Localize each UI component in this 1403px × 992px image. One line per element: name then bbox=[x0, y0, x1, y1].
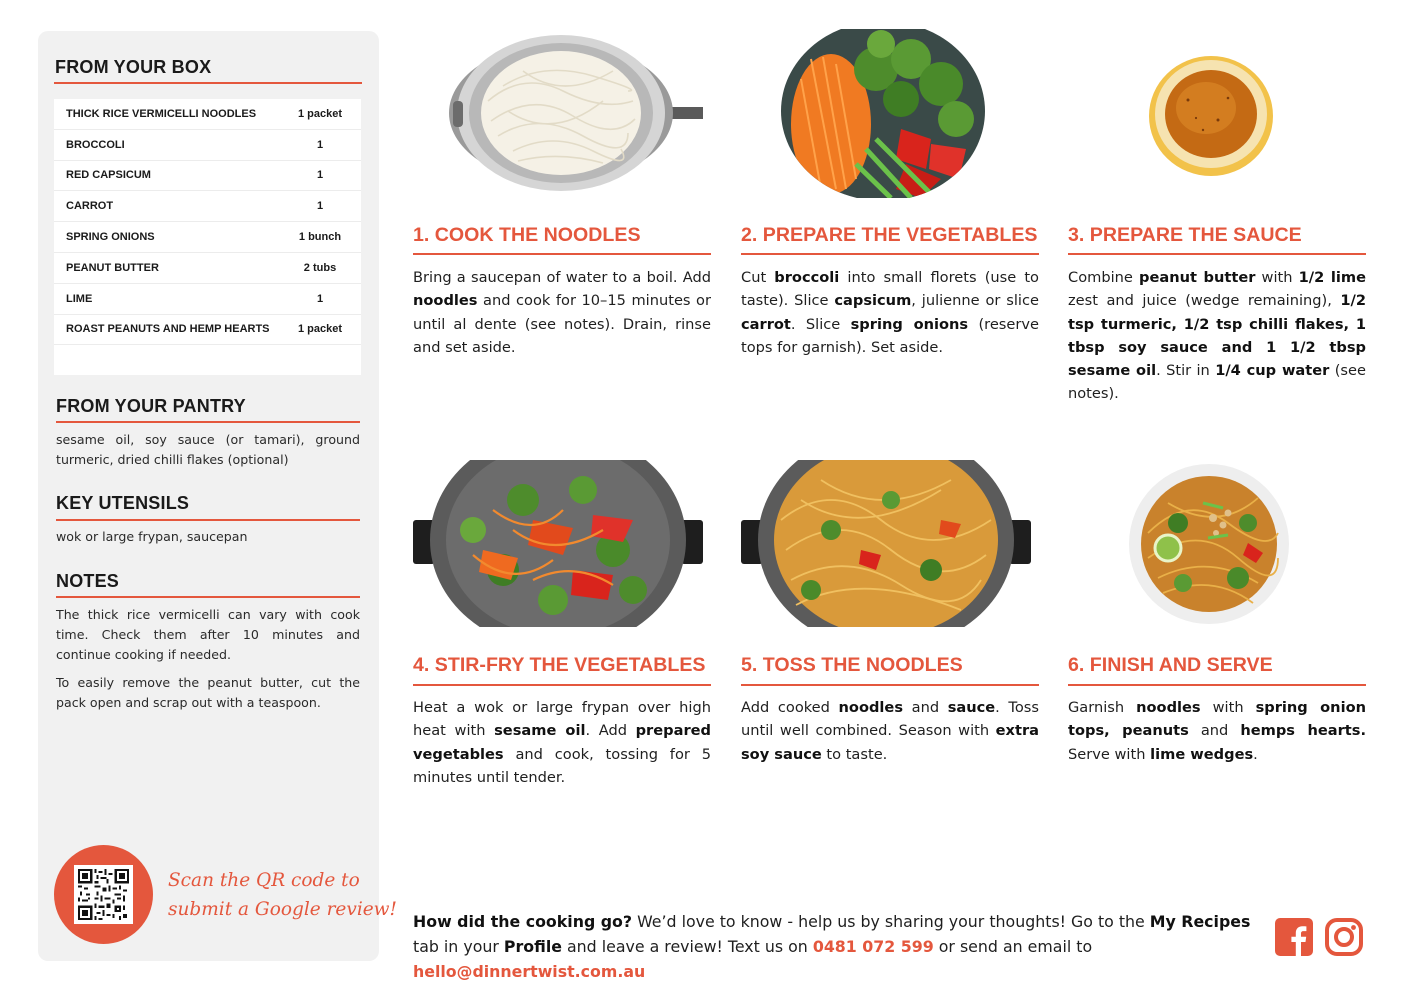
text-segment: , julienne or slice bbox=[911, 292, 1039, 310]
table-row bbox=[54, 222, 361, 253]
sidebar bbox=[38, 31, 397, 961]
facebook-icon[interactable] bbox=[1275, 918, 1313, 956]
text-segment: (reserve tops for garnish). Set aside. bbox=[741, 315, 1040, 356]
text-segment: . Add bbox=[585, 722, 636, 740]
contact-link[interactable]: 0481 072 599 bbox=[812, 937, 934, 956]
utensils-text: wok or large frypan, saucepan bbox=[56, 529, 248, 544]
step-body bbox=[413, 696, 711, 789]
table-row bbox=[54, 99, 361, 130]
bold-ingredient: noodles bbox=[838, 699, 904, 716]
step-title: 3. PREPARE THE SAUCE bbox=[1068, 224, 1302, 246]
text-segment: and cook for 10–15 minutes or until al dente (see notes). Drain, rinse and set aside. bbox=[413, 292, 711, 356]
bold-ingredient: broccoli bbox=[774, 269, 840, 286]
table-row bbox=[54, 315, 361, 346]
text-segment: . Toss until well combined. Season with bbox=[741, 699, 1039, 740]
step-divider bbox=[741, 684, 1039, 686]
step-divider bbox=[413, 253, 711, 255]
text-segment: Heat a wok or large frypan over high heat with bbox=[413, 699, 711, 740]
qr-caption-line1: Scan the QR code to bbox=[168, 870, 360, 891]
bold-ingredient: hemps hearts. bbox=[1240, 722, 1366, 740]
step-body bbox=[741, 266, 1039, 359]
section-divider bbox=[56, 596, 360, 598]
text-segment: and bbox=[903, 699, 948, 716]
text-segment: and cook, tossing for 5 minutes until tender. bbox=[413, 745, 711, 786]
ingredients-table bbox=[54, 99, 361, 375]
from-your-box-title: FROM YOUR BOX bbox=[55, 57, 212, 77]
noodles-saucepan-photo bbox=[443, 31, 703, 196]
bold-ingredient: spring onion tops, peanuts bbox=[1068, 699, 1366, 740]
notes-paragraph: To easily remove the peanut butter, cut the pack open and scrap out with a teaspoon. bbox=[56, 675, 360, 710]
qr-caption-line2: submit a Google review! bbox=[168, 899, 397, 920]
ingredient-name: PEANUT BUTTER bbox=[66, 261, 159, 274]
step-body bbox=[741, 696, 1039, 766]
step-title: 4. STIR-FRY THE VEGETABLES bbox=[413, 654, 706, 676]
text-segment: (see notes). bbox=[1068, 362, 1366, 403]
ingredient-qty: 1 bbox=[316, 169, 324, 182]
bold-ingredient: prepared vegetables bbox=[413, 722, 711, 763]
bold-ingredient: noodles bbox=[413, 292, 478, 310]
step-divider bbox=[1068, 684, 1366, 686]
bold-text: How did the cooking go? bbox=[413, 912, 633, 931]
ingredient-qty: 2 tubs bbox=[303, 261, 337, 274]
text-segment: . Stir in bbox=[1156, 362, 1216, 380]
noodles-wok-photo bbox=[741, 460, 1031, 627]
contact-link[interactable]: hello@dinnertwist.com.au bbox=[413, 962, 646, 981]
section-divider bbox=[56, 421, 360, 423]
table-row bbox=[54, 284, 361, 315]
text-segment: tab in your bbox=[413, 937, 504, 956]
text-segment: . Slice bbox=[790, 315, 851, 333]
notes-paragraph: The thick rice vermicelli can vary with cook time. Check them after 10 minutes and continue cooking if needed. bbox=[56, 607, 360, 662]
ingredient-qty: 1 packet bbox=[297, 323, 343, 336]
text-segment: Garnish bbox=[1068, 699, 1137, 716]
text-segment: Combine bbox=[1068, 269, 1140, 286]
ingredient-name: ROAST PEANUTS AND HEMP HEARTS bbox=[66, 323, 270, 336]
step-title: 5. TOSS THE NOODLES bbox=[741, 654, 963, 676]
bold-ingredient: lime wedges bbox=[1150, 745, 1254, 763]
sauce-bowl-photo bbox=[1148, 50, 1274, 178]
bold-text: My Recipes bbox=[1149, 912, 1251, 931]
bold-ingredient: noodles bbox=[1136, 699, 1201, 716]
bold-ingredient: extra soy sauce bbox=[741, 722, 1039, 763]
step-title: 2. PREPARE THE VEGETABLES bbox=[741, 224, 1038, 246]
bold-ingredient: 1/4 cup water bbox=[1215, 362, 1330, 380]
notes-title: NOTES bbox=[56, 571, 120, 591]
text-segment: and bbox=[1188, 722, 1241, 740]
ingredient-qty: 1 bunch bbox=[298, 231, 342, 244]
ingredient-name: SPRING ONIONS bbox=[66, 231, 155, 244]
served-bowl-photo bbox=[1128, 463, 1290, 625]
chopped-vegetables-photo bbox=[781, 29, 986, 198]
bold-text: Profile bbox=[503, 937, 562, 956]
text-segment: Cut bbox=[741, 269, 775, 286]
text-segment: zest and juice (wedge remaining), bbox=[1068, 292, 1341, 310]
pantry-text: sesame oil, soy sauce (or tamari), ground turmeric, dried chilli flakes (optional) bbox=[56, 432, 360, 467]
instagram-icon[interactable] bbox=[1325, 918, 1363, 956]
step-title: 6. FINISH AND SERVE bbox=[1068, 654, 1273, 676]
bold-ingredient: sauce bbox=[947, 699, 996, 716]
bold-ingredient: 1/2 lime bbox=[1298, 269, 1366, 286]
bold-ingredient: carrot bbox=[741, 315, 791, 333]
table-row bbox=[54, 253, 361, 284]
text-segment: into small florets (use to taste). Slice bbox=[741, 269, 1039, 310]
bold-ingredient: capsicum bbox=[834, 292, 912, 310]
ingredient-name: THICK RICE VERMICELLI NOODLES bbox=[66, 107, 257, 120]
bold-ingredient: spring onions bbox=[850, 315, 969, 333]
step-title: 1. COOK THE NOODLES bbox=[413, 224, 641, 246]
text-segment: Serve with bbox=[1068, 745, 1151, 763]
step-divider bbox=[1068, 253, 1366, 255]
bold-ingredient: 1/2 tsp turmeric, 1/2 tsp chilli flakes, 1 tbsp soy sauce and 1 1/2 tbsp sesame oil bbox=[1068, 292, 1366, 380]
step-divider bbox=[413, 684, 711, 686]
ingredient-qty: 1 bbox=[316, 200, 324, 213]
ingredient-name: LIME bbox=[66, 292, 93, 305]
text-segment: We’d love to know - help us by sharing your thoughts! Go to the bbox=[632, 912, 1150, 931]
step-divider bbox=[741, 253, 1039, 255]
ingredient-name: CARROT bbox=[66, 200, 114, 213]
qr-badge bbox=[54, 845, 153, 944]
text-segment: or send an email to bbox=[933, 937, 1093, 956]
ingredient-name: RED CAPSICUM bbox=[66, 169, 151, 182]
table-row bbox=[54, 161, 361, 192]
table-row bbox=[54, 130, 361, 161]
bold-ingredient: peanut butter bbox=[1139, 269, 1256, 286]
text-segment: . bbox=[1253, 745, 1258, 763]
step-body bbox=[1068, 266, 1366, 406]
section-divider bbox=[56, 519, 360, 521]
bold-ingredient: sesame oil bbox=[494, 722, 586, 740]
text-segment: to taste. bbox=[821, 745, 888, 763]
ingredient-qty: 1 packet bbox=[297, 107, 343, 120]
ingredient-name: BROCCOLI bbox=[66, 138, 125, 151]
key-utensils-title: KEY UTENSILS bbox=[56, 493, 190, 513]
text-segment: Bring a saucepan of water to a boil. Add bbox=[413, 269, 711, 286]
from-your-pantry-title: FROM YOUR PANTRY bbox=[56, 396, 246, 416]
stir-fry-wok-photo bbox=[413, 460, 703, 627]
table-row bbox=[54, 191, 361, 222]
qr-code-icon[interactable] bbox=[74, 865, 133, 924]
ingredient-qty: 1 bbox=[316, 292, 324, 305]
text-segment: and leave a review! Text us on bbox=[561, 937, 813, 956]
section-divider bbox=[54, 82, 362, 84]
text-segment: with bbox=[1200, 699, 1256, 716]
step-body bbox=[1068, 696, 1366, 766]
text-segment: with bbox=[1255, 269, 1299, 286]
text-segment: Add cooked bbox=[741, 699, 839, 716]
feedback-text bbox=[413, 909, 1263, 984]
step-body bbox=[413, 266, 711, 359]
ingredient-qty: 1 bbox=[316, 138, 324, 151]
